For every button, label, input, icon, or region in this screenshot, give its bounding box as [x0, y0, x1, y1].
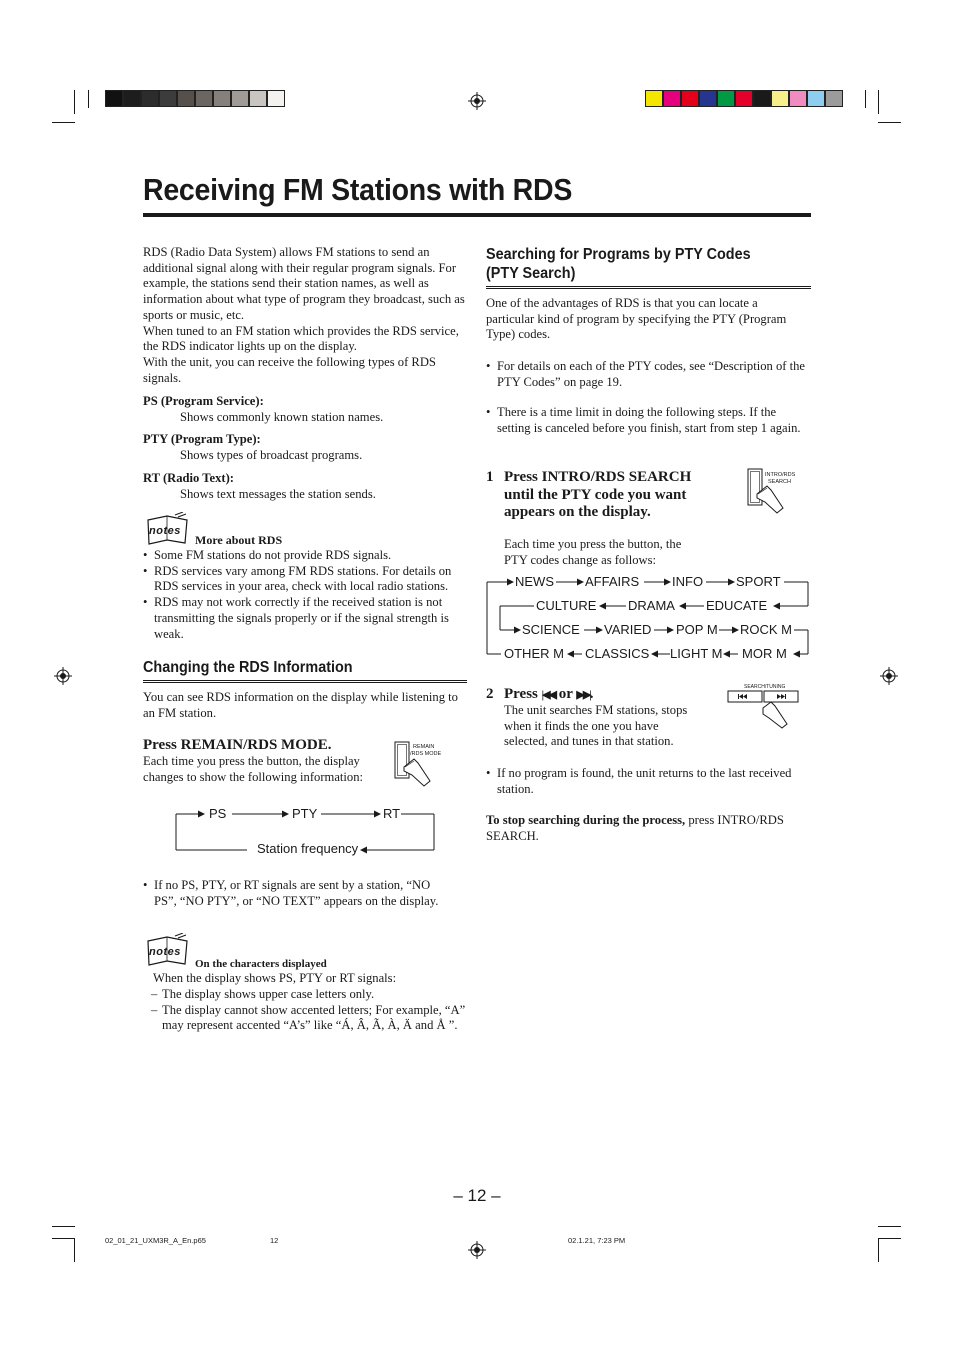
button-label: REMAIN — [413, 744, 435, 750]
pty-code: SPORT — [736, 574, 781, 589]
cycle-item: PTY — [292, 806, 318, 821]
section-text: One of the advantages of RDS is that you can locate a particular kind of program by specifying the PTY (Program Type) codes. — [486, 296, 787, 342]
intro-paragraph: When tuned to an FM station which provides the RDS service, the RDS indicator lights up on the display. — [143, 323, 459, 354]
cycle-item: PS — [209, 806, 227, 821]
step-text: Each time you press the button, the PTY codes change as follows: — [504, 537, 682, 567]
section-rule — [143, 680, 467, 683]
intro-paragraph: With the unit, you can receive the following types of RDS signals. — [143, 354, 436, 385]
notes-item: – The display shows upper case letters only. — [151, 987, 468, 1003]
step-text: Each time you press the button, the display changes to show the following information: — [143, 754, 364, 784]
step-title: Press INTRO/RDS SEARCH until the PTY code you want appears on the display. — [504, 469, 692, 520]
notes-item: – The display cannot show accented letters; For example, “A” may represent accented “A’s” like “Á, Â, Ã, À, Ä and Å ”. — [151, 1003, 468, 1034]
signal-desc: Shows commonly known station names. — [180, 409, 384, 424]
notes-title: More about RDS — [195, 533, 283, 547]
pty-code: CLASSICS — [585, 646, 650, 661]
stop-instruction-text: press INTRO/RDS SEARCH. — [486, 813, 784, 843]
intro-rds-search-button[interactable] — [747, 468, 797, 516]
notes-item: • RDS may not work correctly if the received station is not transmitting the signals properly or if the signal strength is weak. — [143, 595, 465, 642]
title-rule — [143, 213, 811, 217]
step-title-part: Press — [504, 686, 538, 702]
pty-bullets — [486, 359, 808, 437]
page-title: Receiving FM Stations with RDS — [143, 172, 573, 207]
pty-code: AFFAIRS — [585, 574, 640, 589]
footer-date: 02.1.21, 7:23 PM — [568, 1236, 626, 1245]
grayscale-bar — [105, 90, 285, 107]
color-bar — [645, 90, 843, 107]
stop-instruction-bold: To stop searching during the process, — [486, 813, 686, 827]
pty-code: OTHER M — [504, 646, 564, 661]
signal-types-list — [143, 394, 468, 502]
notes-label: notes — [149, 525, 181, 537]
notes-item: • RDS services vary among FM RDS stations. For details on RDS services in your area, check with local radio stations. — [143, 564, 465, 595]
step-number: 2 — [486, 686, 494, 702]
registration-target-icon — [468, 92, 486, 110]
pty-code: LIGHT M — [670, 646, 723, 661]
footer-page: 12 — [270, 1236, 279, 1245]
notes-list — [151, 987, 468, 1034]
notes-title: On the characters displayed — [195, 958, 327, 970]
section-heading: Searching for Programs by PTY Codes — [486, 246, 751, 263]
cycle-item: Station frequency — [257, 841, 359, 856]
pty-code-diagram — [486, 574, 811, 664]
bullet-item: • For details on each of the PTY codes, see “Description of the PTY Codes” on page 19. — [486, 359, 808, 390]
pty-code: NEWS — [515, 574, 554, 589]
pty-code: MOR M — [742, 646, 787, 661]
signal-term: PS (Program Service): — [143, 394, 264, 408]
pty-code: CULTURE — [536, 598, 597, 613]
skip-back-icon: |◀◀ — [541, 689, 555, 701]
pty-bullets — [486, 766, 808, 797]
section-text: You can see RDS information on the display while listening to an FM station. — [143, 690, 458, 720]
signal-term: RT (Radio Text): — [143, 470, 234, 485]
intro-paragraph: RDS (Radio Data System) allows FM stations to send an additional signal along with their regular program signals. For example, the stations send their station names, as well as information about what type of program they broadcast, such as sports or music, etc. — [143, 245, 465, 322]
registration-target-icon — [880, 667, 898, 685]
pty-code: ROCK M — [740, 622, 792, 637]
signal-desc: Shows types of broadcast programs. — [180, 448, 363, 463]
signal-term: PTY (Program Type): — [143, 432, 261, 447]
footer-file: 02_01_21_UXM3R_A_En.p65 — [105, 1236, 206, 1245]
registration-target-icon — [54, 667, 72, 685]
step-title: Press REMAIN/RDS MODE. — [143, 737, 332, 753]
pty-code: VARIED — [604, 622, 652, 637]
step-text: The unit searches FM stations, stops when it finds the one you have selected, and tunes in that station. — [504, 703, 688, 749]
button-label: SEARCH/TUNING — [744, 684, 786, 690]
notes-lead: When the display shows PS, PTY or RT signals: — [153, 971, 397, 985]
cycle-item: RT — [383, 806, 401, 821]
notes-list — [143, 548, 465, 642]
section-rule — [486, 286, 811, 289]
pty-code: INFO — [672, 574, 704, 589]
notes-item: • Some FM stations do not provide RDS signals. — [143, 548, 465, 564]
search-tuning-buttons[interactable] — [727, 684, 799, 730]
pty-code: EDUCATE — [706, 598, 768, 613]
bullet-item: • If no program is found, the unit returns to the last received station. — [486, 766, 808, 797]
stop-instruction — [486, 813, 808, 844]
changing-bullets — [143, 878, 448, 909]
rds-cycle-diagram — [175, 805, 437, 857]
notes-icon — [145, 512, 190, 548]
pty-code: POP M — [676, 622, 718, 637]
intro-text — [143, 245, 468, 386]
page-number: – 12 – — [453, 1186, 501, 1205]
remain-rds-mode-button[interactable] — [394, 741, 442, 789]
signal-desc: Shows text messages the station sends. — [180, 486, 376, 501]
section-heading: Changing the RDS Information — [143, 659, 353, 676]
pty-code: DRAMA — [628, 598, 675, 613]
step-title-part: or — [558, 686, 573, 702]
button-label: INTRO/RDS — [765, 472, 796, 478]
registration-target-icon — [468, 1241, 486, 1259]
notes-icon — [145, 933, 190, 969]
bullet-item: • There is a time limit in doing the following steps. If the setting is canceled before you finish, start from step 1 again. — [486, 405, 808, 436]
step-number: 1 — [486, 469, 494, 485]
button-label: SEARCH — [768, 479, 791, 485]
step-title: Press |◀◀ or ▶▶|. — [504, 686, 594, 702]
pty-code: SCIENCE — [522, 622, 580, 637]
bullet-item: • If no PS, PTY, or RT signals are sent by a station, “NO PS”, “NO PTY”, or “NO TEXT” appears on the display. — [143, 878, 448, 909]
section-heading: (PTY Search) — [486, 265, 576, 282]
skip-forward-icon: ▶▶| — [576, 689, 590, 701]
notes-label: notes — [149, 946, 181, 958]
button-label: /RDS MODE — [410, 751, 442, 757]
